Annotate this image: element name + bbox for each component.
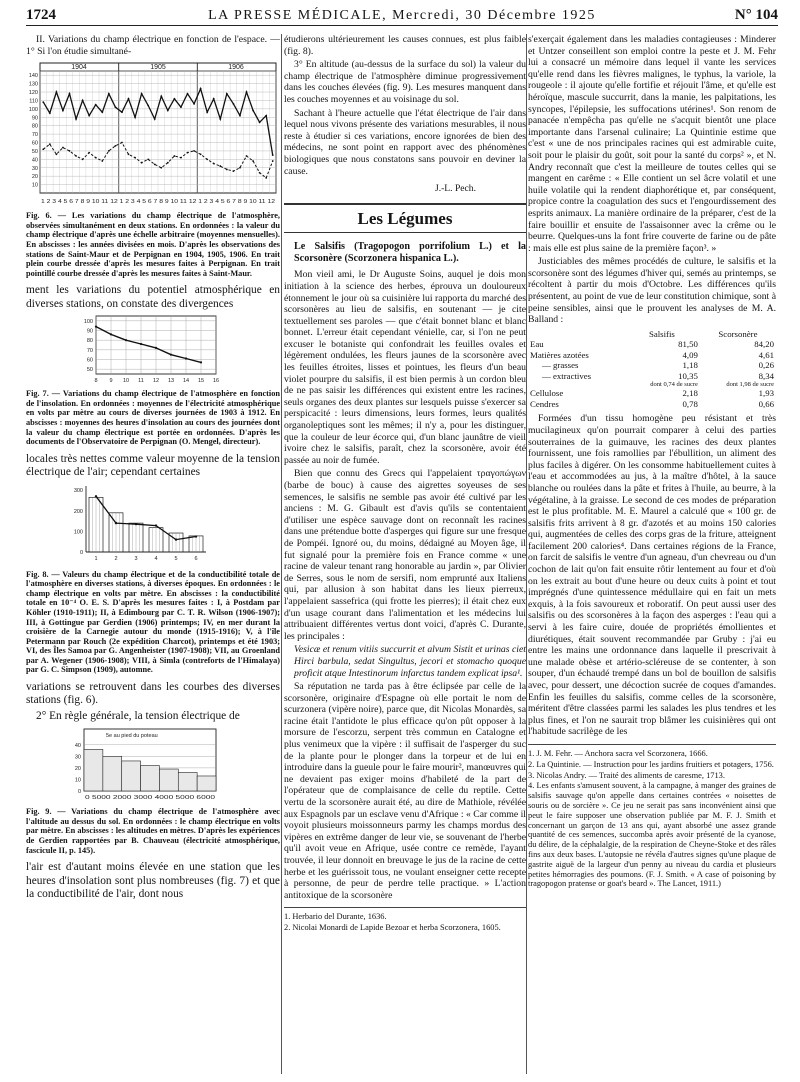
table-row (528, 350, 776, 361)
y-tick-label: 90 (86, 328, 93, 335)
data-point (173, 98, 175, 100)
latin-quote: Vesicæ et renum vitiis succurrit et alvum Sistit et urinas ciet Hirci barbula, sedat Singultus, jecori et stomacho quoque proficit atque Intestinorum infarctus tandem explicat ipsa¹. (294, 644, 526, 679)
y-tick-label: 30 (31, 165, 38, 172)
footnote: 3. Nicolas Andry. — Traité des aliments de caresme, 1713. (528, 770, 725, 780)
x-tick-label: 1 (94, 555, 98, 562)
column-rule (281, 34, 282, 1074)
table-cell: 1,18 (682, 360, 698, 371)
footnote: 1. J. M. Fehr. — Anchora sacra vel Scorzonera, 1666. (528, 748, 708, 758)
column-middle (284, 34, 526, 1074)
table-row (528, 339, 776, 350)
data-point (141, 162, 143, 164)
data-point (226, 169, 228, 171)
paragraph: Bien que connu des Grecs qui l'appelaient τραγοπώγων (barbe de bouc) à cause des aigrettes soyeuses de ses semences, le salsifis ne semble pas avoir été cultivé par les anciens : M. G. Gibault est d'avis qu'ils se contentaient d'utiliser une espèce sauvage dont on reconnaît les racines dans une prétendue botte d'asperges qui figure sur une fresque de Pompéi. Ignoré ou, du moins, dédaigné au Moyen âge, il fut signalé pour la première fois en France comme « une racine de valeur tenant rang honorable au jardin », par Olivier de Serres, sous le nom de sersifi, nom emprunté aux Italiens qui, par allusion à son habitat dans les lieux pierreux, l'appelaient sassefrica (qui frotte les pierres); il était chez eux d'un usage courant dans l'alimentation et les médecins lui attribuaient différentes vertus dont voici, d'après C. Durante, les principales : (284, 468, 526, 642)
y-tick-label: 40 (31, 157, 38, 164)
table-cell: 8,34 (758, 370, 774, 381)
data-point (200, 88, 202, 90)
data-point (180, 106, 182, 108)
y-tick-label: 60 (31, 140, 38, 147)
data-point (134, 117, 136, 119)
table-cell: dont 1,98 de sucre (726, 381, 774, 389)
data-point (147, 159, 149, 161)
year-label: 1904 (71, 64, 87, 72)
data-point (114, 106, 116, 108)
article-title: Le Salsifis (Tragopogon porrifolium L.) et la Scorsonère (Scorzonera hispanica L.). (294, 241, 526, 265)
data-point (154, 118, 156, 120)
paragraph: Mon vieil ami, le Dr Auguste Soins, auquel je dois mon initiation à la science des herbes, éprouva un douloureux étonnement le jour où sa cuisinière lui rapporta du marché des scorsonères au lieu de salsifis, en soutenant — je cite textuellement ses paroles — que c'était bonnet blanc et blanc bonnet. L'erreur était cependant vénielle, car, si l'on ne peut excuser le botaniste qui confondrait les feuilles ovales et légèrement ondulées, les fleurs jaunes de la scorsonère avec les feuilles étroites, lisses et pointues, les fleurs d'un beau violet pourpre du salsifis, il est bien permis à un cordon bleu de ne pas saisir les différences qui existent entre les racines, seuls organes des deux plantes sur lesquels puisse s'exercer sa perspicacité : leurs dimensions, leurs formes, leurs qualités organoleptiques sont les mêmes; il n'y a, pour les distinguer, que la couleur de leur écorce qui, d'un blanc jaunâtre de vieil ivoire chez le salsifis, paraît, chez la scorsonère, avoir été passée au noir de fumée. (284, 269, 526, 466)
x-tick-label: 3 (134, 555, 138, 562)
data-point (49, 143, 51, 145)
data-point (75, 155, 77, 157)
x-tick-label: 5 (174, 555, 178, 562)
data-point (206, 112, 208, 114)
data-point (173, 155, 175, 157)
y-tick-label: 80 (31, 123, 38, 130)
x-tick-label: 10 (122, 378, 130, 385)
footnote: 2. Nicolai Monardi de Lapide Bezoar et herba Scorzonera, 1605. (284, 923, 501, 933)
data-point (55, 91, 57, 93)
data-point (128, 154, 130, 156)
x-tick-label: 16 (212, 378, 220, 385)
paragraph: Justiciables des mêmes procédés de culture, le salsifis et la scorsonère sont des légumes d'hiver qui, semés au printemps, se récoltent à partir du mois d'Octobre. Les différences qu'ils présentent, au point de vue de leur constitution chimique, sont à peine sensibles, ainsi que le prouvent les analyses de M. A. Balland : (528, 256, 776, 326)
y-tick-label: 100 (28, 107, 38, 114)
data-point (88, 115, 90, 117)
paragraph: 2° En règle générale, la tension électrique de (36, 709, 240, 722)
y-tick-label: 120 (28, 90, 38, 97)
data-point (167, 162, 169, 164)
x-tick-label: 15 (197, 378, 205, 385)
y-tick-label: 0 (79, 549, 83, 556)
bar (103, 757, 122, 792)
y-tick-label: 80 (86, 338, 93, 345)
y-tick-label: 140 (28, 73, 38, 80)
y-tick-label: 50 (31, 149, 38, 156)
table-cell: 4,09 (682, 349, 698, 360)
data-point (167, 110, 169, 112)
data-point (128, 98, 130, 100)
data-point (226, 93, 228, 95)
bar (197, 776, 216, 791)
bar (159, 769, 178, 791)
paragraph: 3° En altitude (au-dessus de la surface du sol) la valeur du champ électrique de l'atmosphère diminue progressivement dans les couches élevées (fig. 9). Les mesures manquent dans les couches moyennes et au voisinage du sol. (284, 59, 526, 105)
data-point (42, 149, 44, 151)
figure-9-chart (26, 725, 280, 805)
y-tick-label: 20 (74, 766, 81, 773)
table-row (528, 381, 776, 388)
x-tick-label: 13 (167, 378, 175, 385)
y-tick-label: 110 (29, 98, 38, 105)
table-cell: 10,35 (678, 370, 698, 381)
table-row (528, 388, 776, 399)
page-number: 1724 (26, 7, 56, 23)
data-point (252, 110, 254, 112)
data-point (147, 105, 149, 107)
y-tick-label: 20 (31, 174, 38, 181)
figure-9-inner-label: 5e au pied du poteau (106, 733, 158, 740)
data-point (95, 157, 97, 159)
table-row (528, 360, 776, 371)
x-tick-labels: 0 5000 2000 3000 4000 5000 6000 (85, 795, 215, 802)
data-point (62, 110, 64, 112)
bar (122, 761, 141, 791)
x-tick-labels: 1 2 3 4 5 6 7 8 9 10 11 12 1 2 3 4 5 6 7 8 9 10 11 12 1 2 3 4 5 6 7 8 9 10 11 12 (41, 199, 275, 206)
x-tick-label: 8 (94, 378, 98, 385)
footnotes (284, 907, 526, 933)
table-cell: 84,20 (754, 339, 774, 350)
data-point (180, 157, 182, 159)
paragraph: locales très nettes comme valeur moyenne de la tension électrique de l'air; cependant certaines (26, 452, 280, 479)
data-point (213, 163, 215, 165)
data-point (154, 164, 156, 166)
masthead: LA PRESSE MÉDICALE, Mercredi, 30 Décembre 1925 (208, 8, 596, 23)
x-tick-label: 2 (114, 555, 118, 562)
data-point (265, 115, 267, 117)
paragraph: II. Variations du champ électrique en fonction de l'espace. — 1° Si l'on étudie simultané- (26, 34, 280, 57)
data-point (239, 167, 241, 169)
y-tick-label: 90 (31, 115, 38, 122)
figure-7-series-line (96, 327, 201, 363)
table-cell: 0,66 (758, 398, 774, 409)
y-tick-label: 30 (74, 754, 81, 761)
table-row (528, 371, 776, 382)
table-cell: Cendres (530, 398, 559, 409)
composition-table (528, 329, 776, 410)
data-point (193, 103, 195, 105)
figure-7-caption: Fig. 7. — Variations du champ électrique de l'atmosphère en fonction de l'insolation. En ordonnées : moyennes de l'électricité atmosphérique en volts par mètre au cours de diverses journées de 1903 à 1912. En abscisses : moyennes des heures d'insolation au cours des journées dont la valeur du champ électrique est portée en ordonnées. D'après les documents de l'Observatoire de Perpignan (O. Mengel, directeur). (26, 389, 280, 447)
data-point (160, 96, 162, 98)
data-point (246, 155, 248, 157)
x-tick-label: 12 (152, 378, 160, 385)
table-cell: — extractives (542, 370, 592, 381)
y-tick-label: 60 (86, 357, 93, 364)
table-cell: Matières azotées (530, 349, 589, 360)
table-cell (528, 381, 624, 388)
y-tick-label: 70 (86, 347, 93, 354)
table-cell: 81,50 (678, 339, 698, 350)
data-point (108, 150, 110, 152)
table-cell: Salsifis (648, 328, 675, 339)
column-left (26, 34, 280, 1074)
bar (178, 773, 197, 791)
table-cell (528, 329, 624, 340)
data-point (121, 142, 123, 144)
paragraph: Formées d'un tissu homogène peu résistant et très mucilagineux qu'on pourrait comparer à celui des parties souterraines de la guimauve, les racines des deux plantes fournissent, une fois ramollies par l'ébullition, un aliment des plus faciles à digérer. On les consomme habituellement cuites à l'eau et accommodées au jus, à la maître d'hôtel, à la sauce blanche ou roulées dans la pâte et frites à l'huile, au beurre, à la végétaline, à la graisse. Le second de ces modes de préparation est le plus profitable. M. E. Maurel a calculé que « 100 gr. de salsifis frits arrivent à 8 gr. d'azotés et au moins 150 calories qui, augmentées de celles des corps gras de la friture, atteignent facilement 200 calories⁴. Dans certaines régions de la France, on farcit de salsifis le ventre d'un agneau, d'un chevreau ou d'un cochon de lait qu'on fait ensuite rôtir lentement au four et d'où on les extrait au bout d'une heure ou deux cuits à point et tout imprégnés d'une quintessence médullaire qui en fait un mets exquis, à la fois savoureux et roboratif. On peut aussi user des salsifis ou des scorsonères à la façon des asperges : l'eau qui a servi à les faire cuire, douée de propriétés émollientes et diurétiques, était souvent recommandée par Gruby : j'ai eu entre les mains une ordonnance dans laquelle il prescrivait à une malade obèse et artério-scléreuse de se contenter, à son souper, d'un échaudé trempé dans un bol de bouillon de salsifis avec, pour dessert, une décoction sucrée de coques d'amandes. Enfin les feuilles du salsifis, comme celles de la scorsonère, méritent d'être classées parmi les salades les plus tendres et les plus fines, et l'on ne saurait trop blâmer les cuisinières qui ont l'habitude sacrilège de les (528, 413, 776, 738)
data-point (141, 93, 143, 95)
bar (141, 766, 160, 791)
data-point (200, 154, 202, 156)
table-row (528, 399, 776, 410)
y-tick-label: 10 (31, 182, 38, 189)
y-tick-label: 130 (28, 81, 38, 88)
data-point (219, 165, 221, 167)
footnote: 4. Les enfants s'amusent souvent, à la campagne, à manger des graines de salsifis sauvage qu'on appelle dans certaines contrées « noisettes de souris ou de sorcière ». Ce jeu ne serait pas sans inconvénient ainsi que peut le faire supposer une observation publiée par M. F. J. Smith et concernant un garçon de 13 ans qui, ayant absorbé une assez grande quantité de ces semences, succomba après avoir présenté de la cyanose, du délire, de la céphalalgie, de la respiration de Cheyne-Stoke et des râles fins aux deux bases. L'autopsie ne révéla d'autres signes qu'une plaque de gastrite aiguë de la largeur d'un penny au niveau du cardia et plusieurs petites hémorragies des poumons. (F. J. Smith. « A case of poisoning by tragopogon pratense or goat's beard ». The Lancet, 1911.) (528, 781, 776, 889)
y-tick-label: 100 (83, 318, 93, 325)
table-cell: 4,61 (758, 349, 774, 360)
data-point (160, 167, 162, 169)
data-point (272, 160, 274, 162)
data-point (69, 150, 71, 152)
page-header (26, 6, 778, 26)
table-cell: Cellulose (530, 388, 564, 399)
x-tick-label: 11 (138, 378, 144, 385)
year-label: 1905 (150, 64, 166, 72)
column-right (528, 34, 776, 1074)
footnotes (528, 744, 776, 889)
footnote: 1. Herbario del Durante, 1636. (284, 912, 387, 922)
table-cell: 0,78 (682, 398, 698, 409)
x-tick-label: 9 (109, 378, 113, 385)
data-point (259, 172, 261, 174)
x-tick-label: 4 (154, 555, 158, 562)
data-point (187, 93, 189, 95)
data-point (252, 160, 254, 162)
x-tick-label: 14 (182, 378, 190, 385)
paragraph: Sa réputation ne tarda pas à être éclipsée par celle de la scorsonère, originaire d'Espagne où elle portait le nom de scurzonera (vipère noire), parce que, dit Nicolas Monardès, sa racine était l'antidote le plus efficace qu'on pût opposer à la morsure de l'escorzu, serpent très commun en Catalogne et plus venimeux que la vipère : il suffisait de l'asperger du suc de la plante pour le plonger dans la torpeur et de lui en introduire dans la gueule pour le faire mourir², manœuvres qui ne devaient pas exiger moins d'habileté de la part de l'opérateur que de complaisance de celle du reptile. Cette vertu de la scorsonère aurait été, au dire de Mathiole, révélée aux Espagnols par un esclave venu d'Afrique : « Car comme il voyoit plusieurs moissonneurs parmy les champs mordus des vipères en extrême danger de leur vie, se souvenant de l'herbe qu'il avoit veue en Afrique, usée contre ce remède, l'ayant trouvée, il leur donnoit en breuvage le jus de la racine de cette herbe et les guérissoit tous, ne voulant enseigner cette recepte à personne, de peur de perdre telle practique. » L'action antitoxique de la scorsonère (284, 681, 526, 901)
table-cell: 2,18 (682, 388, 698, 399)
data-point (213, 98, 215, 100)
year-label: 1906 (228, 64, 244, 72)
data-point (232, 103, 234, 105)
data-point (206, 159, 208, 161)
data-point (265, 177, 267, 179)
table-cell: Eau (530, 339, 544, 350)
data-point (82, 159, 84, 161)
data-point (259, 122, 261, 124)
paragraph: Sachant à l'heure actuelle que l'état électrique de l'air dans lequel nous vivons présente des variations mesurables, il nous reste à étudier si ces variations, encore ignorées de bien des médecins, ne sont point en rapport avec des phénomènes biologiques que nous constatons sans pouvoir en deviner la cause. (284, 107, 526, 177)
data-point (239, 115, 241, 117)
figure-6-caption: Fig. 6. — Les variations du champ électrique de l'atmosphère, observées simultanément en deux stations. En ordonnées : la valeur du champ électrique d'après une échelle arbitraire (moyennes mensuelles). En abscisses : les années divisées en mois. D'après les observations des stations de Saint-Maur et de Perpignan en 1904, 1905, 1906. En trait plein courbe dressée d'après les mesures faites à Perpignan. En trait pointillé courbe dressée d'après les mesures faites à Saint-Maur. (26, 211, 280, 278)
data-point (62, 147, 64, 149)
data-point (272, 154, 274, 156)
data-point (219, 118, 221, 120)
table-cell: — grasses (542, 360, 579, 371)
table-cell: 1,93 (758, 388, 774, 399)
y-tick-label: 100 (73, 528, 83, 535)
y-tick-label: 10 (74, 777, 81, 784)
section-title: Les Légumes (284, 203, 526, 234)
figure-8-caption: Fig. 8. — Valeurs du champ électrique et de la conductibilité totale de l'atmosphère en diverses stations, à diverses époques. En ordonnées : le champ électrique en volts par mètre. En abscisses : la conductibilité totale en 10⁻⁴ O. E. S. D'après les mesures faites : I, à Postdam par Köhler (1910-1911); II, à Edimbourg par C. T. R. Wilson (1906-1907); III, à Gottingue par Gerdien (1906) printemps; IV, en mer durant la croisière de la Carnegie autour du monde (1915-1916); V, à l'île Petermann par Rouch (2e expédition Charcot), printemps et été 1903; VI, des Îles Samoa par G. Angenheister (1907-1908); VII, au Groenland par A. Wegener (1906-1908); VIII, à Simla (contreforts de l'Himalaya) par G. C. Simpson (1909), automne. (26, 569, 280, 675)
data-point (82, 100, 84, 102)
data-point (187, 152, 189, 154)
data-point (108, 93, 110, 95)
y-tick-label: 300 (73, 487, 83, 494)
figure-6-chart (26, 59, 280, 209)
data-point (114, 145, 116, 147)
data-point (246, 91, 248, 93)
paragraph: étudierons ultérieurement les causes connues, est plus faible (fig. 8). (284, 34, 526, 57)
data-point (101, 160, 103, 162)
data-point (49, 112, 51, 114)
data-point (42, 101, 44, 103)
y-tick-label: 0 (77, 789, 81, 796)
paragraph: l'air est d'autant moins élevée en une station que les heures d'insolation sont plus nombreuses (fig. 7) et que la conductibilité de l'air, dont nous (26, 861, 280, 901)
y-tick-label: 70 (31, 132, 38, 139)
table-cell: dont 0,74 de sucre (650, 381, 698, 389)
data-point (121, 112, 123, 114)
data-point (88, 152, 90, 154)
y-tick-label: 50 (86, 367, 93, 374)
data-point (193, 150, 195, 152)
data-point (232, 170, 234, 172)
author-signature: J.-L. Pech. (434, 183, 476, 195)
column-rule (526, 34, 527, 1074)
paragraph: s'exerçait également dans les maladies contagieuses : Minderer et Untzer conseillent son emploi contre la peste et J. M. Fehr lui a consacré un mémoire dans lequel il vante les services qu'elle rend dans les fièvres malignes, le typhus, la variole, la rougeole : il ajoute qu'elle fortifie et réjouit l'âme, et qu'elle est héroïque, mascule succurrit, dans la manie, les palpitations, les syncopes, l'épilepsie, les suffocations utérines¹. Son renom de panacée n'empêcha pas qu'elle ne s'acquit bientôt une place importante dans l'arsenal culinaire; La Quintinie estime que c'est « une de nos principales racines qui est admirable cuite, soit pour le plaisir du goût, soit pour la santé du corps² », et N. Andry reconnaît que c'est la meilleure de toutes celles qui se mangent en carême : « Elle contient un sel âcre volatil et une huile volatile qui la rendent diaphorétique et, par conséquent, propice contre la coagulation des sucs et l'engourdissement des esprits animaux. La manière ordinaire de la préparer, c'est de la faire bouillir et ensuite de l'assaisonner avec la crême ou le beurre. Quelques-uns la font frire couverte de farine ou de pâte : mais elle est plus saine de la première façon³. » (528, 34, 776, 254)
y-tick-label: 40 (74, 743, 81, 750)
x-tick-label: 6 (194, 555, 198, 562)
table-cell: Scorsonère (718, 328, 758, 339)
data-point (95, 104, 97, 106)
y-tick-label: 200 (73, 508, 83, 515)
data-point (69, 93, 71, 95)
paragraph: ment les variations du potentiel atmosphérique en diverses stations, on constate des divergences (26, 284, 280, 310)
paragraph: variations se retrouvent dans les courbes des diverses stations (fig. 6). (26, 681, 280, 707)
table-header-row (528, 329, 776, 340)
figure-8-chart (26, 482, 280, 568)
figure-9-caption: Fig. 9. — Variations du champ électrique de l'atmosphère avec l'altitude au dessus du sol. En ordonnées : le champ électrique en volts par mètre. En abscisses : les altitudes en mètres. D'après les expériences de Gerdien rapportées par B. Chauveau (électricité atmosphérique, fascicule II, p. 145). (26, 807, 280, 855)
issue-number: N° 104 (734, 7, 778, 23)
table-cell: 0,26 (758, 360, 774, 371)
data-point (75, 118, 77, 120)
bar (84, 750, 103, 792)
data-point (55, 154, 57, 156)
data-point (101, 112, 103, 114)
data-point (134, 157, 136, 159)
footnote: 2. La Quintinie. — Instruction pour les jardins fruitiers et potagers, 1756. (528, 759, 774, 769)
figure-7-chart (26, 313, 280, 387)
